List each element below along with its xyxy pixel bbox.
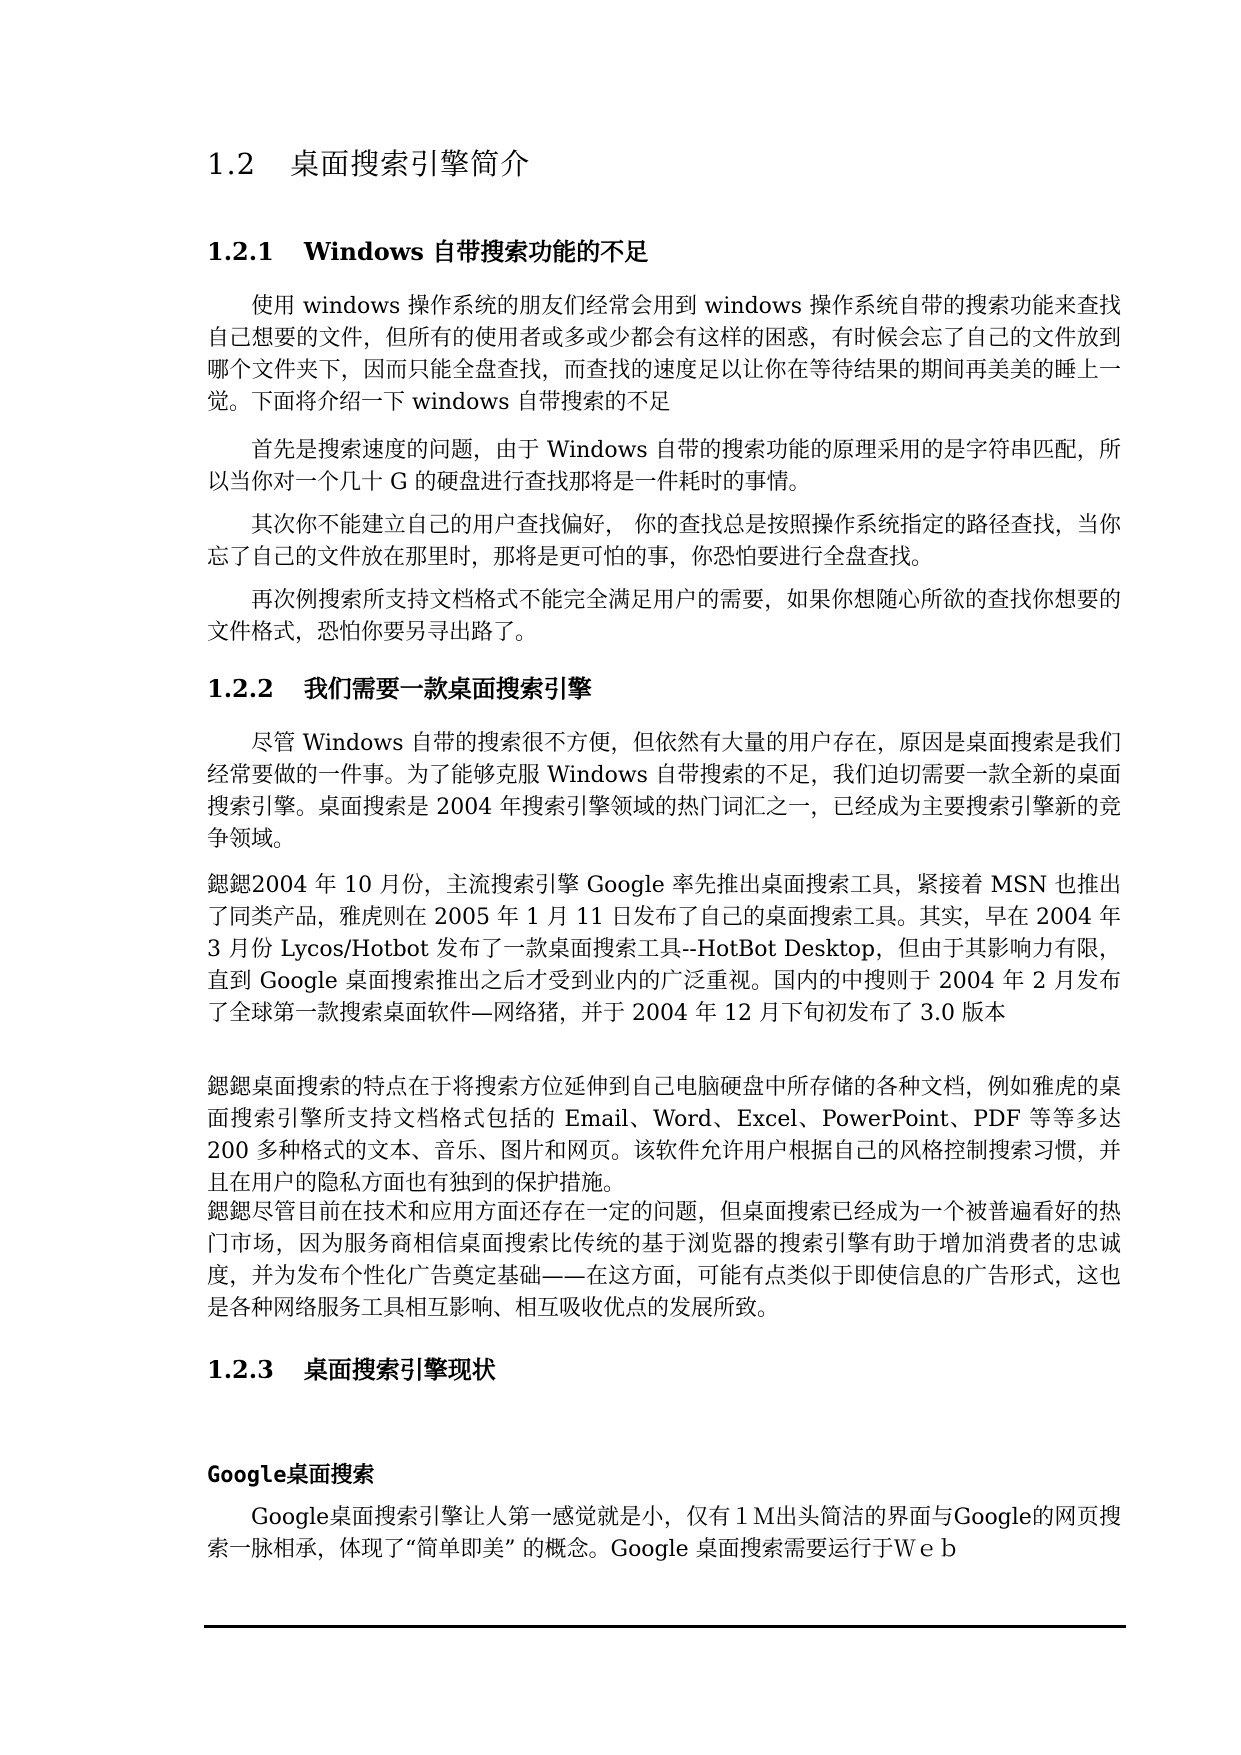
paragraph: 鍶鍶尽管目前在技术和应用方面还存在一定的问题，但桌面搜索已经成为一个被普遍看好的热门市场，因为服务商相信桌面搜索比传统的基于浏览器的搜索引擎有助于增加消费者的忠诚度，并为发布个性化广告奠定基础——在这方面，可能有点类似于即使信息的广告形式，这也是各种网络服务工具相互影响、相互吸收优点的发展所致。 [207,1200,1121,1321]
paragraph: Google桌面搜索引擎让人第一感觉就是小，仅有１Ｍ出头简洁的界面与Google的网页搜索一脉相承，体现了“简单即美” 的概念。Google 桌面搜索需要运行于Ｗｅｂ [207,1505,1121,1562]
section-title: 桌面搜索引擎简介 [290,147,531,181]
subsection-title: 桌面搜索引擎现状 [303,1355,496,1384]
subsection-number: 1.2.2 [207,674,274,703]
subsection-heading-2 [207,669,592,704]
footer-divider [204,1625,1126,1628]
subsection-number: 1.2.3 [207,1355,274,1384]
subsection-heading-3 [207,1350,496,1385]
paragraph: 使用 windows 操作系统的朋友们经常会用到 windows 操作系统自带的搜索功能来查找自己想要的文件，但所有的使用者或多或少都会有这样的困惑，有时候会忘了自己的文件放到哪个文件夹下，因而只能全盘查找，而查找的速度足以让你在等待结果的期间再美美的睡上一觉。下面将介绍一下 windows 自带搜索的不足 [207,294,1121,415]
section-heading [207,142,530,183]
paragraph: 再次例搜索所支持文档格式不能完全满足用户的需要，如果你想随心所欲的查找你想要的文件格式，恐怕你要另寻出路了。 [207,588,1121,645]
subsection-number: 1.2.1 [207,237,274,266]
subsection-heading-1 [207,232,648,267]
section-number: 1.2 [207,147,257,181]
subheading-google-desktop: Google桌面搜索 [207,1463,375,1488]
paragraph: 其次你不能建立自己的用户查找偏好， 你的查找总是按照操作系统指定的路径查找，当你忘了自己的文件放在那里时，那将是更可怕的事，你恐怕要进行全盘查找。 [207,513,1121,570]
paragraph: 鍶鍶桌面搜索的特点在于将搜索方位延伸到自己电脑硬盘中所存储的各种文档，例如雅虎的桌面搜索引擎所支持文档格式包括的 Email、Word、Excel、PowerPoint、PDF 等等多达 200 多种格式的文本、音乐、图片和网页。该软件允许用户根据自己的风格控制搜索习惯，并且在用户的隐私方面也有独到的保护措施。 [207,1075,1121,1196]
subsection-title: 我们需要一款桌面搜索引擎 [303,674,592,703]
paragraph: 鍶鍶2004 年 10 月份，主流搜索引擎 Google 率先推出桌面搜索工具，紧接着 MSN 也推出了同类产品，雅虎则在 2005 年 1 月 11 日发布了自己的桌面搜索工具。其实，早在 2004 年 3 月份 Lycos/Hotbot 发布了一款桌面搜索工具--HotBot Desktop，但由于其影响力有限，直到 Google 桌面搜索推出之后才受到业内的广泛重视。国内的中搜则于 2004 年 2 月发布了全球第一款搜索桌面软件—网络猪，并于 2004 年 12 月下旬初发布了 3.0 版本 [207,873,1121,1026]
paragraph: 首先是搜索速度的问题，由于 Windows 自带的搜索功能的原理采用的是字符串匹配，所以当你对一个几十 G 的硬盘进行查找那将是一件耗时的事情。 [207,438,1121,495]
subsection-title: Windows 自带搜索功能的不足 [303,237,649,266]
paragraph: 尽管 Windows 自带的搜索很不方便，但依然有大量的用户存在，原因是桌面搜索是我们经常要做的一件事。为了能够克服 Windows 自带搜索的不足，我们迫切需要一款全新的桌面搜索引擎。桌面搜索是 2004 年搜索引擎领域的热门词汇之一，已经成为主要搜索引擎新的竞争领域。 [207,731,1121,852]
